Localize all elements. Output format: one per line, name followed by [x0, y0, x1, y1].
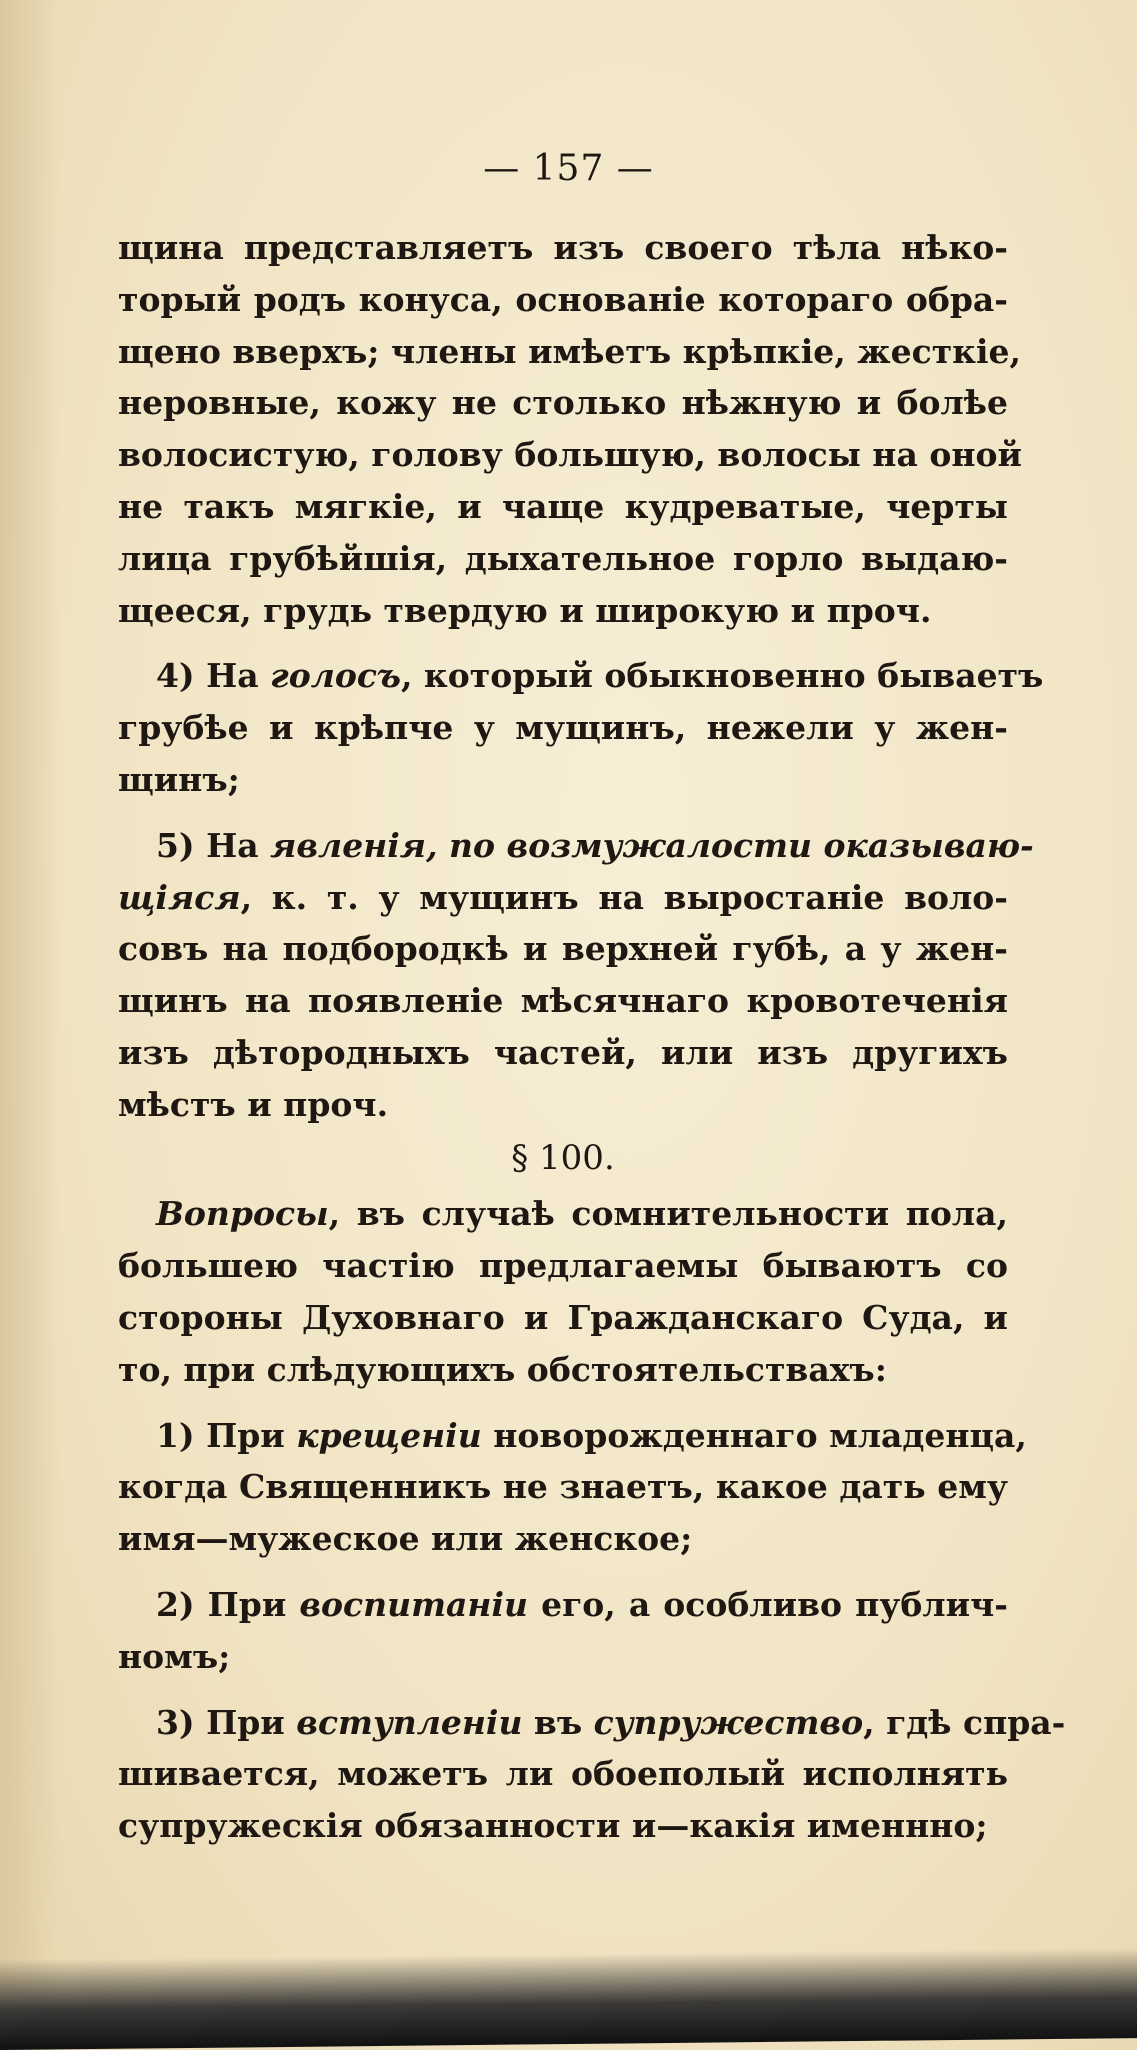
- text-line: щина представляетъ изъ своего тѣла нѣко-: [118, 228, 1008, 267]
- text-line-item-1: [118, 1410, 1027, 1462]
- body-text: [118, 222, 1066, 1852]
- text-run: его, а особливо публич-: [528, 1584, 1008, 1624]
- text-line: щинъ;: [118, 759, 240, 799]
- text-run: , который обыкновенно бываетъ: [400, 656, 1044, 696]
- text-line-item-3: [118, 1697, 1066, 1749]
- text-line-item-5: [118, 820, 1034, 872]
- text-line: большею частію предлагаемы бываютъ со: [118, 1246, 1008, 1286]
- text-run: въ: [522, 1702, 594, 1742]
- text-line: шивается, можетъ ли обоеполый исполнять: [118, 1754, 1008, 1794]
- text-line: торый родъ конуса, основаніе котораго обра-: [118, 279, 1008, 319]
- text-run: , к. т. у мущинъ на выростаніе воло-: [240, 877, 1008, 917]
- text-line: неровные, кожу не столько нѣжную и болѣе: [118, 383, 1008, 423]
- italic-term: крещеніи: [296, 1415, 482, 1455]
- page-bottom-edge: [0, 1948, 1137, 2050]
- text-run: 3) При: [156, 1702, 297, 1742]
- text-line: не такъ мягкіе, и чаще кудреватые, черты: [118, 486, 1008, 526]
- text-run: , въ случаѣ сомнительности пола,: [328, 1194, 1008, 1234]
- text-line: стороны Духовнаго и Гражданскаго Суда, и: [118, 1297, 1008, 1337]
- text-run: 5) На: [156, 825, 271, 865]
- italic-term: вступленіи: [296, 1702, 523, 1742]
- text-line: лица грубѣйшія, дыхательное горло выдаю-: [118, 538, 1008, 578]
- italic-term: супружество: [593, 1702, 864, 1742]
- text-run: 2) При: [156, 1584, 300, 1624]
- italic-term: голосъ: [270, 656, 401, 696]
- text-run: новорожденнаго младенца,: [481, 1415, 1027, 1455]
- section-heading: § 100.: [511, 1137, 615, 1178]
- italic-term: воспитаніи: [299, 1584, 529, 1624]
- text-line: щено вверхъ; члены имѣетъ крѣпкіе, жесткіе,: [118, 331, 1021, 371]
- text-line: щееся, грудь твердую и широкую и проч.: [118, 590, 932, 630]
- italic-term: Вопросы: [156, 1194, 329, 1234]
- text-line: изъ дѣтородныхъ частей, или изъ другихъ: [118, 1032, 1008, 1072]
- text-line: имя—мужеское или женское;: [118, 1519, 693, 1559]
- text-line: волосистую, голову большую, волосы на оной: [118, 435, 1022, 475]
- text-line: [118, 1188, 1008, 1240]
- italic-term: явленія, по возмужалости оказываю-: [270, 825, 1034, 865]
- text-run: 1) При: [156, 1415, 297, 1455]
- text-run: 4) На: [156, 656, 271, 696]
- text-line-item-2: [118, 1579, 1008, 1631]
- text-run: , гдѣ спра-: [863, 1702, 1066, 1742]
- text-line: [118, 872, 1008, 924]
- italic-term: щіяся: [118, 877, 241, 917]
- page-number: — 157 —: [483, 148, 654, 189]
- text-line: супружескія обязанности и—какія именнно;: [118, 1806, 988, 1846]
- text-line: номъ;: [118, 1636, 231, 1676]
- text-line: то, при слѣдующихъ обстоятельствахъ:: [118, 1349, 887, 1389]
- text-line: когда Священникъ не знаетъ, какое дать ему: [118, 1467, 1008, 1507]
- text-line-item-4: [118, 650, 1044, 702]
- text-line: совъ на подбородкѣ и верхней губѣ, а у жен-: [118, 929, 1008, 969]
- text-line: грубѣе и крѣпче у мущинъ, нежели у жен-: [118, 708, 1008, 748]
- text-line: мѣстъ и проч.: [118, 1084, 389, 1124]
- page-shadow-left: [0, 0, 60, 2050]
- text-line: щинъ на появленіе мѣсячнаго кровотеченія: [118, 981, 1008, 1021]
